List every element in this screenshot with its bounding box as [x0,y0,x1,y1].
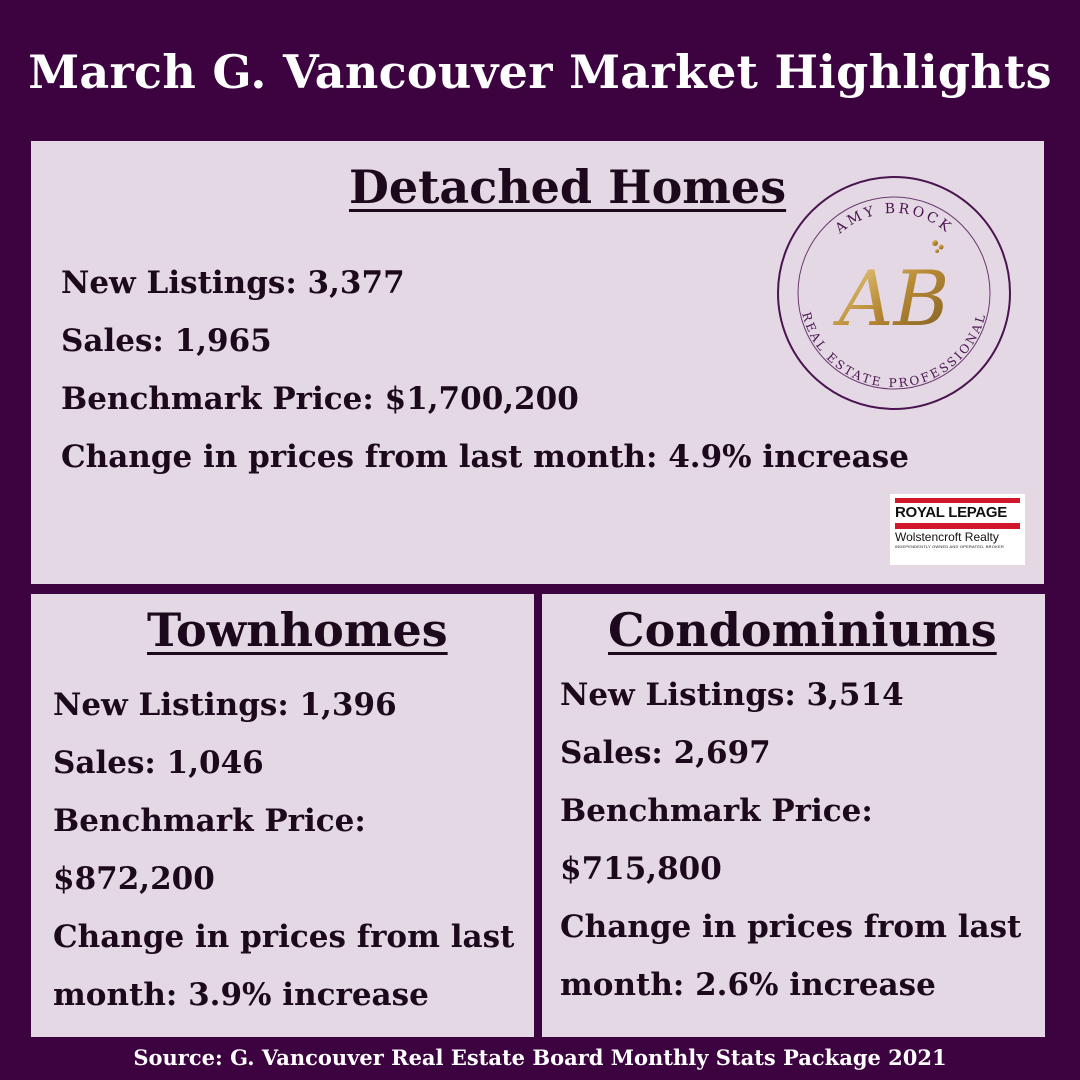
badge-tagline: REAL ESTATE PROFESSIONAL [799,310,989,391]
townhomes-panel [31,594,534,1037]
condominiums-stats [560,666,1030,1014]
detached-price-change: Change in prices from last month: 4.9% increase [61,439,909,475]
detached-new-listings: New Listings: 3,377 [61,265,405,301]
condos-price-change: Change in prices from last month: 2.6% increase [560,909,1022,1003]
condominiums-heading: Condominiums [608,603,997,657]
condominiums-panel [542,594,1045,1037]
badge-monogram: AB [838,254,950,343]
royal-lepage-brand: ROYAL LEPAGE [895,504,1007,521]
page-title: March G. Vancouver Market Highlights [28,45,1052,99]
townhomes-benchmark-price: Benchmark Price: $872,200 [53,803,366,897]
detached-homes-heading: Detached Homes [349,160,787,214]
royal-lepage-tagline: INDEPENDENTLY OWNED AND OPERATED, BROKER [895,544,1004,549]
townhomes-new-listings: New Listings: 1,396 [53,687,397,723]
royal-lepage-office: Wolstencroft Realty [895,530,999,544]
townhomes-sales: Sales: 1,046 [53,745,264,781]
detached-sales: Sales: 1,965 [61,323,272,359]
townhomes-heading: Townhomes [147,603,448,657]
condos-new-listings: New Listings: 3,514 [560,677,904,713]
condos-benchmark-price: Benchmark Price: $715,800 [560,793,873,887]
detached-benchmark-price: Benchmark Price: $1,700,200 [61,381,579,417]
badge-name: AMY BROCK [832,200,956,238]
svg-text:AMY BROCK [832,201,956,238]
detached-homes-panel [31,141,1044,584]
condos-sales: Sales: 2,697 [560,735,771,771]
source-footer: Source: G. Vancouver Real Estate Board Monthly Stats Package 2021 [133,1045,947,1070]
royal-lepage-logo [890,494,1025,565]
townhomes-stats [53,676,523,1024]
realtor-badge-icon [776,175,1012,411]
townhomes-price-change: Change in prices from last month: 3.9% increase [53,919,515,1013]
